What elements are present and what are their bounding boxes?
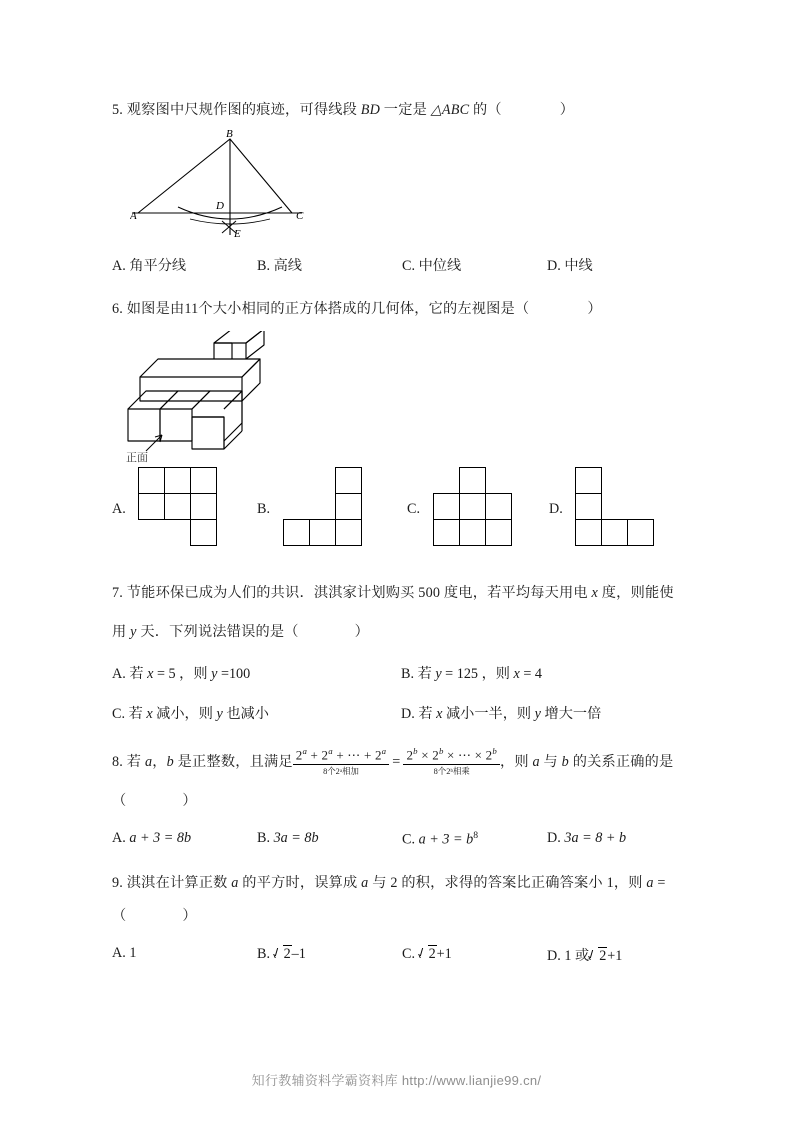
fraction-label: 8个2ᵇ相乘 bbox=[433, 766, 470, 776]
question-9-var-a3: a bbox=[646, 874, 654, 891]
option-tag: C. bbox=[402, 946, 416, 963]
question-6-stem bbox=[112, 299, 690, 320]
front-view-caption: 正面 bbox=[126, 451, 148, 463]
grid-cell bbox=[433, 519, 460, 546]
question-9-option-d[interactable] bbox=[547, 945, 692, 965]
question-8-option-b[interactable] bbox=[257, 830, 402, 849]
option-tag: D. bbox=[547, 948, 561, 965]
paren-open: （ bbox=[112, 792, 127, 809]
question-5-options bbox=[112, 255, 690, 275]
question-8-stem-d: 与 bbox=[539, 754, 562, 771]
option-expression: 3a = 8 + b bbox=[564, 829, 627, 846]
option-tag: B. bbox=[257, 500, 271, 517]
question-8-var-b: b bbox=[166, 754, 174, 771]
option-tag: D. bbox=[547, 258, 561, 275]
option-var: x bbox=[146, 706, 153, 723]
question-5-option-b[interactable] bbox=[257, 255, 402, 275]
label-B: B bbox=[226, 129, 233, 141]
question-5-stem-post: 的（ bbox=[469, 102, 502, 118]
option-var2: y bbox=[534, 706, 541, 723]
grid-cell bbox=[335, 493, 362, 520]
grid-cell bbox=[309, 519, 336, 546]
question-8-option-c[interactable] bbox=[402, 830, 547, 849]
option-tag: C. bbox=[112, 706, 126, 723]
option-eq: = 5 bbox=[153, 666, 180, 683]
option-var: x bbox=[436, 706, 443, 723]
grid-cell bbox=[575, 467, 602, 494]
option-tag: A. bbox=[112, 945, 126, 962]
question-6-number: 6. bbox=[112, 301, 124, 318]
question-9-stem-a: 淇淇在计算正数 bbox=[126, 874, 232, 891]
option-var2: y bbox=[216, 706, 223, 723]
grid-cell bbox=[335, 467, 362, 494]
option-prefix: 1 或 bbox=[564, 948, 590, 965]
option-text: 角平分线 bbox=[129, 258, 187, 275]
option-tag: A. bbox=[112, 829, 126, 846]
question-9-number: 9. bbox=[112, 874, 124, 891]
option-mid: ，则 bbox=[481, 666, 514, 683]
option-tag: B. bbox=[257, 829, 271, 846]
question-8-comma: ， bbox=[152, 754, 167, 771]
question-8-options bbox=[112, 830, 690, 849]
option-eq2: 也减小 bbox=[222, 706, 269, 723]
question-8-var-a: a bbox=[144, 754, 153, 771]
option-text: 高线 bbox=[273, 258, 302, 275]
question-6-options bbox=[112, 467, 690, 559]
fraction-label: 8个2ᵃ相加 bbox=[323, 766, 359, 776]
option-suffix: +1 bbox=[607, 948, 623, 965]
square-root-icon bbox=[589, 947, 607, 965]
label-D: D bbox=[216, 200, 224, 213]
option-text: 若 bbox=[417, 666, 436, 683]
question-5-option-c[interactable] bbox=[402, 255, 547, 275]
option-exponent: 8 bbox=[473, 829, 479, 841]
question-7-option-a[interactable] bbox=[112, 663, 401, 683]
paren-open: （ bbox=[112, 907, 127, 924]
question-8-option-d[interactable] bbox=[547, 830, 692, 849]
question-8-var-a2: a bbox=[532, 754, 540, 771]
option-tag: C. bbox=[402, 258, 416, 275]
question-9-var-a: a bbox=[231, 874, 239, 891]
question-7-option-b[interactable] bbox=[401, 663, 690, 683]
paren-close: ） bbox=[182, 907, 197, 924]
question-7-stem-c: 用 bbox=[112, 623, 131, 640]
question-9-option-c[interactable] bbox=[402, 945, 547, 965]
question-9-stem-c: 与 2 的积，求得的答案比正确答案小 1，则 bbox=[368, 874, 647, 891]
grid-cell bbox=[485, 519, 512, 546]
square-root-icon bbox=[419, 945, 437, 963]
label-A: A bbox=[130, 210, 137, 223]
question-8-option-a[interactable] bbox=[112, 830, 257, 849]
fraction-numerator: $2^b \times 2^b$ × ⋯ × $2^b$ bbox=[406, 746, 497, 763]
option-expression: a + 3 = 8b bbox=[129, 829, 192, 846]
question-9-option-a[interactable] bbox=[112, 945, 257, 965]
question-7-number: 7. bbox=[112, 584, 124, 601]
option-var2: y bbox=[211, 666, 218, 683]
grid-cell bbox=[190, 493, 217, 520]
option-tag: C. bbox=[402, 831, 416, 848]
label-E: E bbox=[234, 228, 241, 241]
question-7-option-d[interactable] bbox=[401, 703, 690, 723]
radicand: 2 bbox=[428, 946, 436, 963]
option-tag: C. bbox=[407, 500, 421, 517]
question-9-stem-b: 的平方时，误算成 bbox=[238, 874, 362, 891]
option-eq2: 增大一倍 bbox=[540, 706, 602, 723]
grid-cell bbox=[164, 467, 191, 494]
label-C: C bbox=[296, 210, 304, 223]
option-text: 若 bbox=[129, 666, 148, 683]
grid-cell bbox=[138, 467, 165, 494]
grid-cell bbox=[575, 493, 602, 520]
option-tag: D. bbox=[401, 706, 415, 723]
question-7-stem-line2 bbox=[112, 622, 690, 643]
option-mid: ，则 bbox=[179, 666, 212, 683]
question-8-fraction-left bbox=[293, 746, 389, 777]
option-var2: x bbox=[513, 666, 520, 683]
question-7-stem-a: 节能环保已成为人们的共识．淇淇家计划购买 500 度电，若平均每天用电 bbox=[126, 584, 592, 601]
option-text: 中线 bbox=[564, 258, 593, 275]
question-5-number: 5. bbox=[112, 102, 124, 118]
cube-solid-diagram bbox=[122, 331, 282, 463]
grid-cell bbox=[601, 519, 628, 546]
option-tag: A. bbox=[112, 258, 126, 275]
radicand: 2 bbox=[599, 948, 607, 965]
question-5-stem-mid: 一定是 bbox=[380, 102, 431, 118]
option-tag: B. bbox=[257, 946, 271, 963]
option-eq: = 125 bbox=[441, 666, 482, 683]
question-8-stem-b: 是正整数，且满足 bbox=[173, 754, 293, 771]
option-suffix: –1 bbox=[291, 946, 306, 963]
question-8-number: 8. bbox=[112, 754, 124, 771]
grid-cell bbox=[485, 493, 512, 520]
question-9-options bbox=[112, 945, 690, 965]
option-tag: A. bbox=[112, 666, 126, 683]
question-8-stem-c: ，则 bbox=[499, 754, 533, 771]
grid-cell bbox=[335, 519, 362, 546]
question-8-fraction-right bbox=[403, 746, 499, 777]
triangle-construction-diagram bbox=[130, 129, 340, 241]
question-8-var-b2: b bbox=[561, 754, 569, 771]
grid-cell bbox=[433, 493, 460, 520]
page-content bbox=[112, 100, 690, 965]
grid-cell bbox=[575, 519, 602, 546]
question-7-var-y: y bbox=[130, 623, 137, 640]
grid-cell bbox=[459, 519, 486, 546]
question-9-option-b[interactable] bbox=[257, 945, 402, 965]
option-eq2: =100 bbox=[217, 666, 251, 683]
question-8-stem: 8. 若 a，b 是正整数，且满足 $\frac{2^a + 2^a + \cdots + 2^a}{\text{8个2ᵃ相加}}$ = $\frac{2^b \times 2^b \times \cdots \times 2^b}{\text{8个2ᵇ相乘}}$ ，则 a 与 b 的关系正确的是 bbox=[112, 746, 674, 776]
question-5-triangle-abc: △ABC bbox=[430, 102, 470, 118]
grid-cell bbox=[459, 493, 486, 520]
square-root-icon bbox=[274, 945, 292, 963]
question-8-answer-blank bbox=[112, 791, 690, 812]
option-text: 若 bbox=[128, 706, 147, 723]
question-9-stem-d: = bbox=[653, 874, 666, 891]
paren-close: ） bbox=[182, 792, 197, 809]
question-5-option-a[interactable] bbox=[112, 255, 257, 275]
question-6-figure bbox=[122, 331, 282, 463]
grid-cell bbox=[164, 493, 191, 520]
question-5-figure bbox=[130, 129, 340, 241]
option-eq2: = 4 bbox=[519, 666, 543, 683]
question-7-var-x: x bbox=[591, 584, 599, 601]
option-eq: 减小一半，则 bbox=[442, 706, 535, 723]
question-7-option-c[interactable] bbox=[112, 703, 401, 723]
option-text: 若 bbox=[418, 706, 437, 723]
radicand: 2 bbox=[283, 946, 291, 963]
question-6-stem-end: ） bbox=[587, 301, 602, 318]
fraction-numerator: $2^a + 2^a$ + ⋯ + $2^a$ bbox=[295, 746, 387, 763]
question-6-stem-text: 如图是由11个大小相同的正方体搭成的几何体，它的左视图是（ bbox=[126, 301, 530, 318]
option-tag: B. bbox=[257, 258, 271, 275]
question-5-stem-end: ） bbox=[559, 102, 575, 118]
grid-cell bbox=[190, 519, 217, 546]
question-9-stem bbox=[112, 873, 690, 894]
footer-watermark: 知行教辅资料学霸资料库 http://www.lianjie99.cn/ bbox=[251, 1073, 542, 1088]
question-9-answer-blank bbox=[112, 906, 690, 927]
option-expression: a + 3 = b bbox=[418, 831, 474, 848]
grid-cell bbox=[190, 467, 217, 494]
grid-cell bbox=[138, 493, 165, 520]
question-7-stem-d: 天．下列说法错误的是（ bbox=[136, 623, 299, 640]
option-var: y bbox=[435, 666, 442, 683]
question-7-stem-line1 bbox=[112, 583, 690, 604]
question-5-stem-pre: 观察图中尺规作图的痕迹，可得线段 bbox=[126, 102, 361, 118]
grid-cell bbox=[627, 519, 654, 546]
question-8-stem-e: 的关系正确的是 bbox=[568, 754, 674, 771]
question-7-options-row1 bbox=[112, 663, 690, 683]
option-var: x bbox=[147, 666, 154, 683]
grid-cell bbox=[459, 467, 486, 494]
question-5-stem bbox=[112, 100, 690, 121]
option-eq: 减小，则 bbox=[152, 706, 217, 723]
question-8-stem-a: 若 bbox=[126, 754, 145, 771]
option-tag: B. bbox=[401, 666, 415, 683]
option-tag: D. bbox=[549, 500, 563, 517]
option-text: 中位线 bbox=[418, 258, 462, 275]
question-7-stem-b: 度，则能使 bbox=[598, 584, 674, 601]
question-9-var-a2: a bbox=[361, 874, 369, 891]
question-7-options-row2 bbox=[112, 703, 690, 723]
option-expression: 3a = 8b bbox=[273, 829, 319, 846]
question-5-option-d[interactable] bbox=[547, 255, 692, 275]
question-7-stem-end: ） bbox=[354, 623, 370, 640]
option-tag: A. bbox=[112, 500, 126, 517]
option-suffix: +1 bbox=[436, 946, 452, 963]
question-5-segment-bd: BD bbox=[360, 102, 381, 118]
grid-cell bbox=[283, 519, 310, 546]
option-tag: D. bbox=[547, 829, 561, 846]
option-value: 1 bbox=[129, 945, 137, 962]
